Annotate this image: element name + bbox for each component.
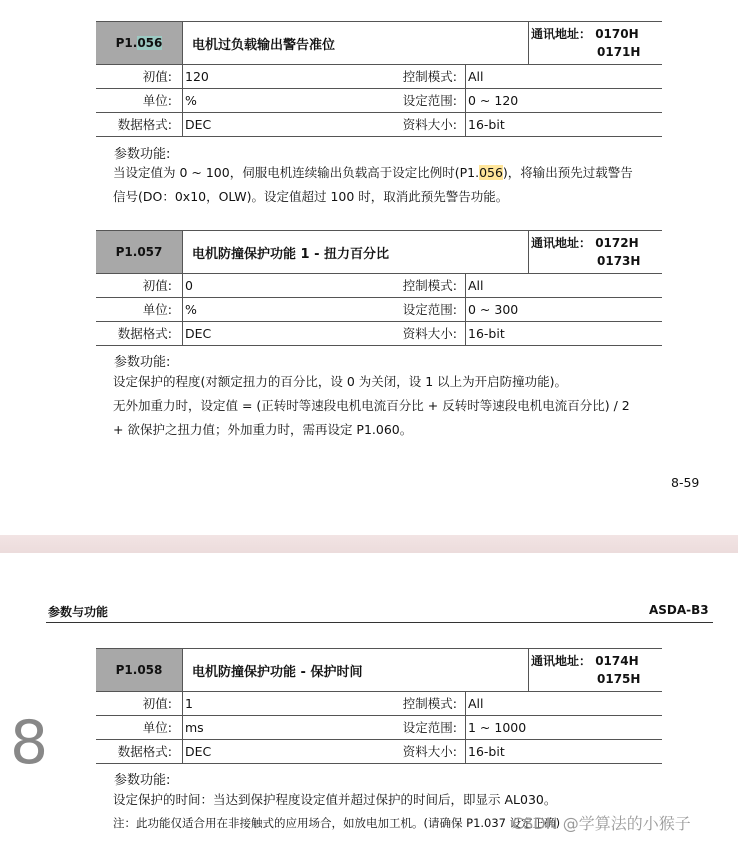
chapter-number: 8 [10,708,49,778]
function-heading: 参数功能: [114,355,171,370]
param-block-p1-056 [96,21,662,137]
param-header [96,230,662,274]
param-row: 数据格式: DEC 资料大小: 16-bit [96,322,662,346]
param-row: 单位: % 设定范围: 0 ~ 120 [96,89,662,113]
function-text: 设定保护的时间：当达到保护程度设定值并超过保护的时间后，即显示 AL030。 [113,792,557,807]
param-code: P1.058 [96,649,183,691]
function-text: 设定保护的程度(对额定扭力的百分比，设 0 为关闭，设 1 以上为开启防撞功能)。 无外加重力时，设定值 = (正转时等速段电机电流百分比 + 反转时等速段电机电流百分比) / 2 + 欲保护之扭力值；外加重力时，需再设定 P1.060。 [113,374,630,437]
watermark: CSDN @学算法的小猴子 [512,814,691,833]
document-page-2 [0,553,738,842]
page-separator [0,535,738,553]
param-code: P1.057 [96,231,183,273]
param-block-p1-057 [96,230,662,346]
param-row: 初值: 1 控制模式: All [96,692,662,716]
param-row: 初值: 120 控制模式: All [96,65,662,89]
param-title: 电机防撞保护功能 1 - 扭力百分比 [192,246,390,262]
highlighted-text: 056 [479,165,503,180]
function-heading: 参数功能: [114,773,171,788]
param-header [96,648,662,692]
function-note: 注：此功能仅适合用在非接触式的应用场合，如放电加工机。(请确保 P1.037 设定正确) [113,816,561,830]
highlighted-code-suffix: 056 [137,36,163,50]
param-title: 电机防撞保护功能 - 保护时间 [192,664,363,680]
comm-address: 通讯地址： 0170H 0171H [528,22,663,64]
param-row: 数据格式: DEC 资料大小: 16-bit [96,740,662,764]
param-row: 单位: % 设定范围: 0 ~ 300 [96,298,662,322]
function-heading: 参数功能: [114,147,171,162]
header-rule [46,622,713,623]
running-header-left: 参数与功能 [48,605,109,619]
param-row: 初值: 0 控制模式: All [96,274,662,298]
comm-address: 通讯地址： 0174H 0175H [528,649,663,691]
param-row: 数据格式: DEC 资料大小: 16-bit [96,113,662,137]
param-block-p1-058 [96,648,662,764]
param-row: 单位: ms 设定范围: 1 ~ 1000 [96,716,662,740]
param-code: P1. 056 [96,22,183,64]
param-header [96,21,662,65]
comm-address: 通讯地址： 0172H 0173H [528,231,663,273]
running-header-right: ASDA-B3 [649,603,709,617]
page-number: 8-59 [671,475,700,490]
function-text: 当设定值为 0 ~ 100，伺服电机连续输出负载高于设定比例时(P1.056)，将输出预先过载警告 信号(DO：0x10，OLW)。设定值超过 100 时，取消此预先警告功能。 [113,165,633,204]
param-title: 电机过负载输出警告准位 [192,37,336,53]
